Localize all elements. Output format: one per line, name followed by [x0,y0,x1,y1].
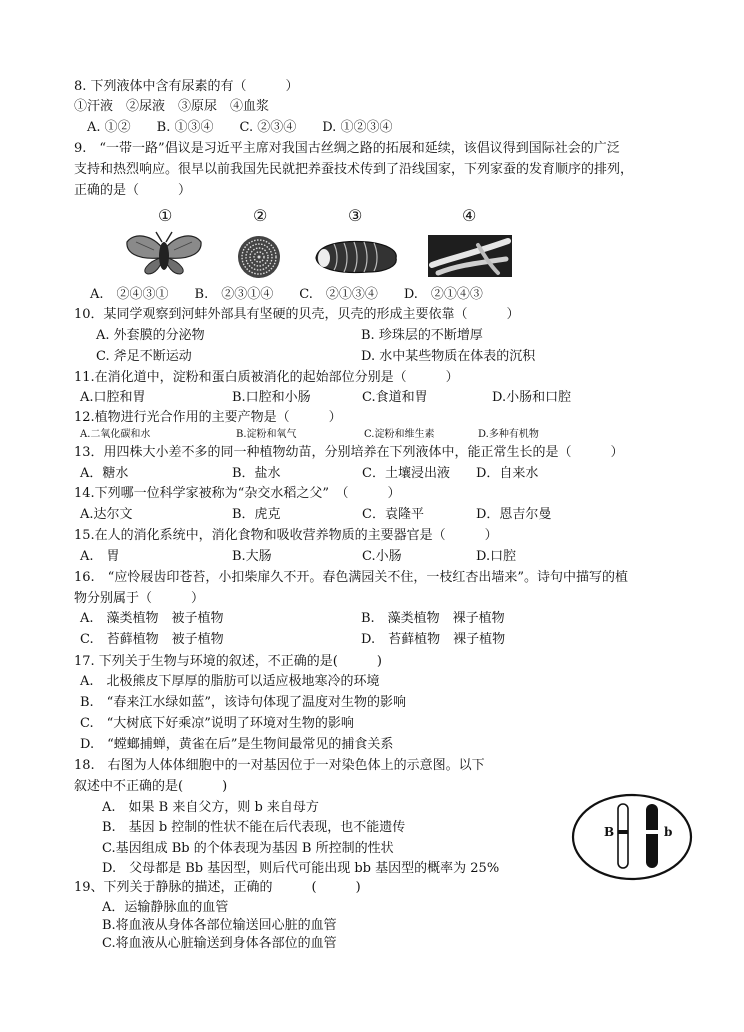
q15-option-c: C.小肠 [362,549,402,564]
q16-option-a: A. 藻类植物 被子植物 [80,611,224,626]
q14-option-d: D．恩吉尔曼 [476,507,552,522]
q8-stem: 8. 下列液体中含有尿素的有（ ） [74,79,299,94]
q10-option-d: D. 水中某些物质在体表的沉积 [361,349,536,364]
q18-option-a: A. 如果 B 来自父方，则 b 来自母方 [102,800,319,815]
q13-stem: 13．用四株大小差不多的同一种植物幼苗，分别培养在下列液体中，能正常生长的是（ ） [74,445,624,460]
q11-option-d: D.小肠和口腔 [492,390,572,405]
q17-option-c: C. “大树底下好乘凉”说明了环境对生物的影响 [80,716,354,731]
q13-option-b: B．盐水 [232,466,281,481]
silkworm-eggs-image [236,234,282,280]
q13-option-d: D．自来水 [476,466,539,481]
q9-line1: 9. “一带一路”倡议是习近平主席对我国古丝绸之路的拓展和延续，该倡议得到国际社会的广泛 [74,141,620,156]
gene-label-b: b [664,825,673,839]
gene-label-B: B [604,825,615,839]
chromosome-pair-diagram [570,792,694,882]
q12-option-d: D.多种有机物 [478,429,539,440]
q15-stem: 15.在人的消化系统中，消化食物和吸收营养物质的主要器官是（ ） [74,528,498,543]
q9-line3: 正确的是（ ） [74,183,192,198]
chromosome-right [646,804,658,868]
q12-option-a: A.二氧化碳和水 [80,429,151,440]
q12-option-c: C.淀粉和维生素 [364,429,435,440]
q19-option-a: A．运输静脉血的血管 [102,900,229,915]
q17-option-a: A. 北极熊皮下厚厚的脂肪可以适应极地寒冷的环境 [80,674,380,689]
q10-stem: 10．某同学观察到河蚌外部具有坚硬的贝壳，贝壳的形成主要依靠（ ） [74,307,520,322]
q10-option-a: A. 外套膜的分泌物 [96,328,205,343]
q18-line1: 18. 右图为人体体细胞中的一对基因位于一对染色体上的示意图。以下 [74,758,485,773]
q14-option-b: B．虎克 [232,507,281,522]
q18-option-b: B. 基因 b 控制的性状不能在后代表现，也不能遗传 [102,820,406,835]
q19-option-b: B.将血液从身体各部位输送回心脏的血管 [102,918,337,933]
q14-option-a: A.达尔文 [80,507,133,522]
q10-option-b: B. 珍珠层的不断增厚 [361,328,483,343]
q16-option-d: D. 苔藓植物 裸子植物 [361,632,506,647]
q15-option-a: A. 胃 [80,549,120,564]
q11-option-c: C.食道和胃 [362,390,428,405]
q12-stem: 12.植物进行光合作用的主要产物是（ ） [74,410,342,425]
q15-option-d: D.口腔 [476,549,517,564]
q16-option-c: C. 苔藓植物 被子植物 [80,632,224,647]
q13-option-a: A．糖水 [80,466,129,481]
q19-stem: 19、下列关于静脉的描述，正确的 ( ) [74,880,361,895]
q10-option-c: C. 斧足不断运动 [96,349,192,364]
q8-options: A. ①② B. ①③④ C. ②③④ D. ①②③④ [74,120,393,135]
q8-items: ①汗液 ②尿液 ③原尿 ④血浆 [74,99,270,114]
q16-line1: 16. “应怜屐齿印苍苔，小扣柴扉久不开。春色满园关不住，一枝红杏出墙来”。诗句中描写的植 [74,570,628,585]
chromosome-left [618,804,628,868]
q17-stem: 17. 下列关于生物与环境的叙述，不正确的是( ) [74,654,382,669]
q11-stem: 11.在消化道中，淀粉和蛋白质被消化的起始部位分别是（ ） [74,370,459,385]
q12-option-b: B.淀粉和氧气 [236,429,297,440]
q14-option-c: C．袁隆平 [362,507,424,522]
q18-option-c: C.基因组成 Bb 的个体表现为基因 B 所控制的性状 [102,841,394,856]
q16-line2: 物分别属于（ ） [74,591,205,606]
q9-options: A. ②④③① B. ②③①④ C. ②①③④ D. ②①④③ [90,287,483,302]
q9-line2: 支持和热烈响应。很早以前我国先民就把养蚕技术传到了沿线国家，下列家蚕的发育顺序的排列， [74,162,634,177]
q14-stem: 14.下列哪一位科学家被称为“杂交水稻之父” （ ） [74,486,401,501]
q11-option-a: A.口腔和胃 [80,390,146,405]
q19-option-c: C.将血液从心脏输送到身体各部位的血管 [102,936,337,951]
silkworm-larva-image [428,235,512,277]
q15-option-b: B.大肠 [232,549,272,564]
q18-option-d: D. 父母都是 Bb 基因型，则后代可能出现 bb 基因型的概率为 25% [102,861,500,876]
q18-line2: 叙述中不正确的是( ) [74,779,228,794]
q17-option-b: B. “春来江水绿如蓝”，该诗句体现了温度对生物的影响 [80,695,406,710]
q17-option-d: D. “螳螂捕蝉，黄雀在后”是生物间最常见的捕食关系 [80,737,394,752]
silk-moth-image [124,228,204,278]
q13-option-c: C．土壤浸出液 [362,466,450,481]
q9-label-3: ③ [348,206,363,225]
q9-label-2: ② [253,206,268,225]
q16-option-b: B. 藻类植物 裸子植物 [361,611,505,626]
q9-label-1: ① [158,206,173,225]
q11-option-b: B.口腔和小肠 [232,390,311,405]
q9-label-4: ④ [462,206,477,225]
silkworm-pupa-image [312,238,400,276]
